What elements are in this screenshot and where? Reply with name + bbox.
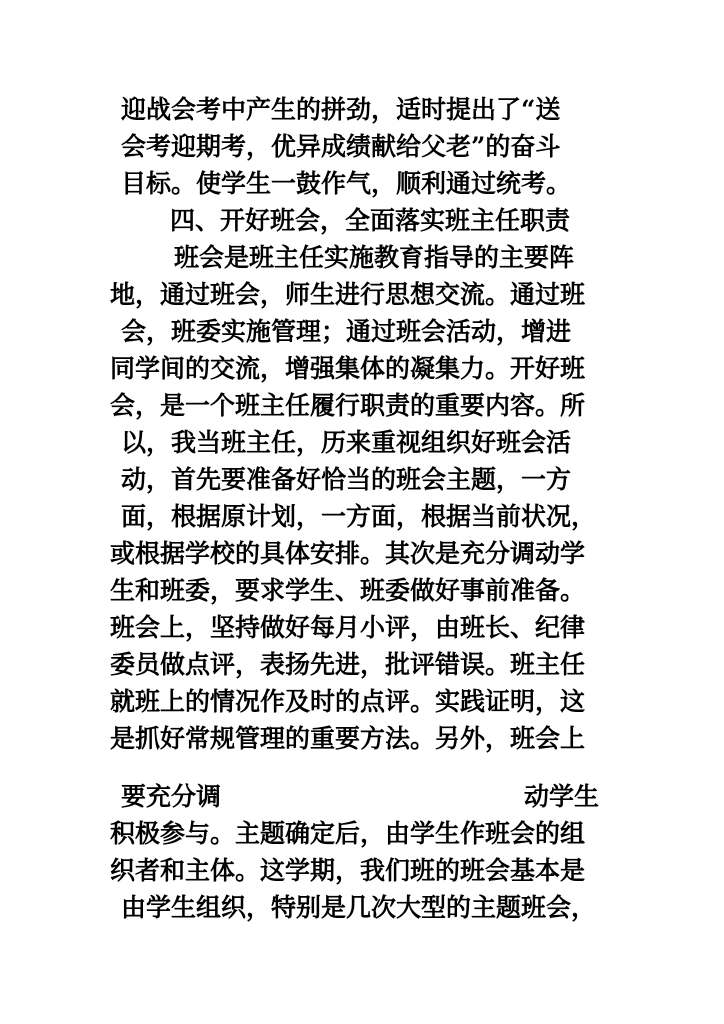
line-text: 面，根据原计划，一方面，根据当前状况，	[121, 502, 597, 531]
text-line	[0, 166, 724, 202]
line-text: 同学间的交流，增强集体的凝集力。开好班	[110, 354, 586, 383]
line-text: 或根据学校的具体安排。其次是充分调动学	[110, 539, 586, 568]
text-line	[0, 240, 724, 276]
line-text: 班会上，坚持做好每月小评，由班长、纪律	[110, 613, 586, 642]
line-text: 班会是班主任实施教育指导的主要阵	[174, 243, 575, 272]
text-line	[0, 721, 724, 757]
line-text: 是抓好常规管理的重要方法。另外，班会上	[110, 724, 586, 753]
line-text: 织者和主体。这学期，我们班的班会基本是	[110, 856, 586, 885]
text-line	[0, 684, 724, 720]
line-text: 动，首先要准备好恰当的班会主题，一方	[121, 465, 572, 494]
text-line	[0, 314, 724, 350]
line-text: 积极参与。主题确定后，由学生作班会的组	[110, 819, 586, 848]
line-text: 会，是一个班主任履行职责的重要内容。所	[110, 391, 586, 420]
line-text: 生和班委，要求学生、班委做好事前准备。	[110, 576, 586, 605]
text-line	[0, 277, 724, 313]
line-text: 会考迎期考，优异成绩献给父老”的奋斗	[121, 132, 561, 161]
line-text: 由学生组织，特别是几次大型的主题班会，	[121, 893, 597, 922]
text-line	[0, 129, 724, 165]
text-line	[0, 816, 724, 852]
line-text: 迎战会考中产生的拼劲，适时提出了“送	[121, 95, 561, 124]
line-text: 地，通过班会，师生进行思想交流。通过班	[110, 280, 586, 309]
text-line	[0, 573, 724, 609]
split-line-right: 动学生	[524, 782, 600, 811]
text-line	[0, 462, 724, 498]
line-text: 委员做点评，表扬先进，批评错误。班主任	[110, 650, 586, 679]
text-line	[0, 610, 724, 646]
split-text-line	[0, 779, 724, 815]
text-line	[0, 351, 724, 387]
text-line	[0, 890, 724, 926]
text-line	[0, 92, 724, 128]
line-text: 就班上的情况作及时的点评。实践证明，这	[110, 687, 586, 716]
text-line	[0, 647, 724, 683]
heading-text: 四、开好班会，全面落实班主任职责	[170, 206, 571, 235]
section-heading	[0, 203, 724, 239]
split-line-left: 要充分调	[121, 782, 222, 811]
text-line	[0, 499, 724, 535]
text-line	[0, 536, 724, 572]
text-line	[0, 388, 724, 424]
line-text: 会，班委实施管理；通过班会活动，增进	[121, 317, 572, 346]
line-text: 以，我当班主任，历来重视组织好班会活	[121, 428, 572, 457]
line-text: 目标。使学生一鼓作气，顺利通过统考。	[121, 169, 572, 198]
text-line	[0, 853, 724, 889]
text-line	[0, 425, 724, 461]
